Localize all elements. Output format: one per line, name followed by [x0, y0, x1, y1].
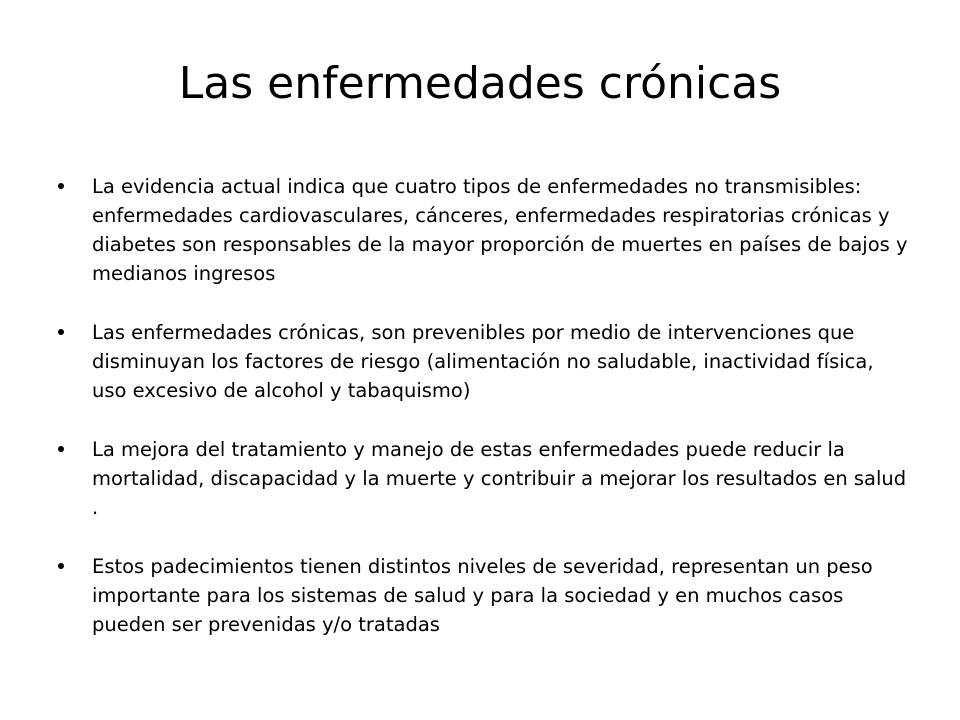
bullet-text: La evidencia actual indica que cuatro tipos de enfermedades no transmisibles: enfermedades cardiovasculares, cánceres, enfermedades respiratorias crónicas y diabetes son responsables de la mayor proporción de muertes en países de bajos y medianos ingresos — [92, 175, 908, 285]
bullet-text: Estos padecimientos tienen distintos niveles de severidad, representan un peso importante para los sistemas de salud y para la sociedad y en muchos casos pueden ser prevenidas y/o tratadas — [92, 555, 873, 636]
bullet-item — [54, 172, 914, 288]
bullet-item — [54, 435, 914, 522]
bullet-dot-icon — [58, 183, 64, 189]
bullet-item — [54, 552, 914, 639]
bullet-list — [54, 172, 914, 669]
bullet-text: La mejora del tratamiento y manejo de estas enfermedades puede reducir la mortalidad, discapacidad y la muerte y contribuir a mejorar los resultados en salud . — [92, 438, 907, 519]
slide-title: Las enfermedades crónicas — [178, 58, 782, 109]
bullet-dot-icon — [58, 329, 64, 335]
bullet-text: Las enfermedades crónicas, son prevenibles por medio de intervenciones que disminuyan los factores de riesgo (alimentación no saludable, inactividad física, uso excesivo de alcohol y tabaquismo) — [92, 321, 874, 402]
bullet-dot-icon — [58, 563, 64, 569]
bullet-dot-icon — [58, 446, 64, 452]
bullet-item — [54, 318, 914, 405]
